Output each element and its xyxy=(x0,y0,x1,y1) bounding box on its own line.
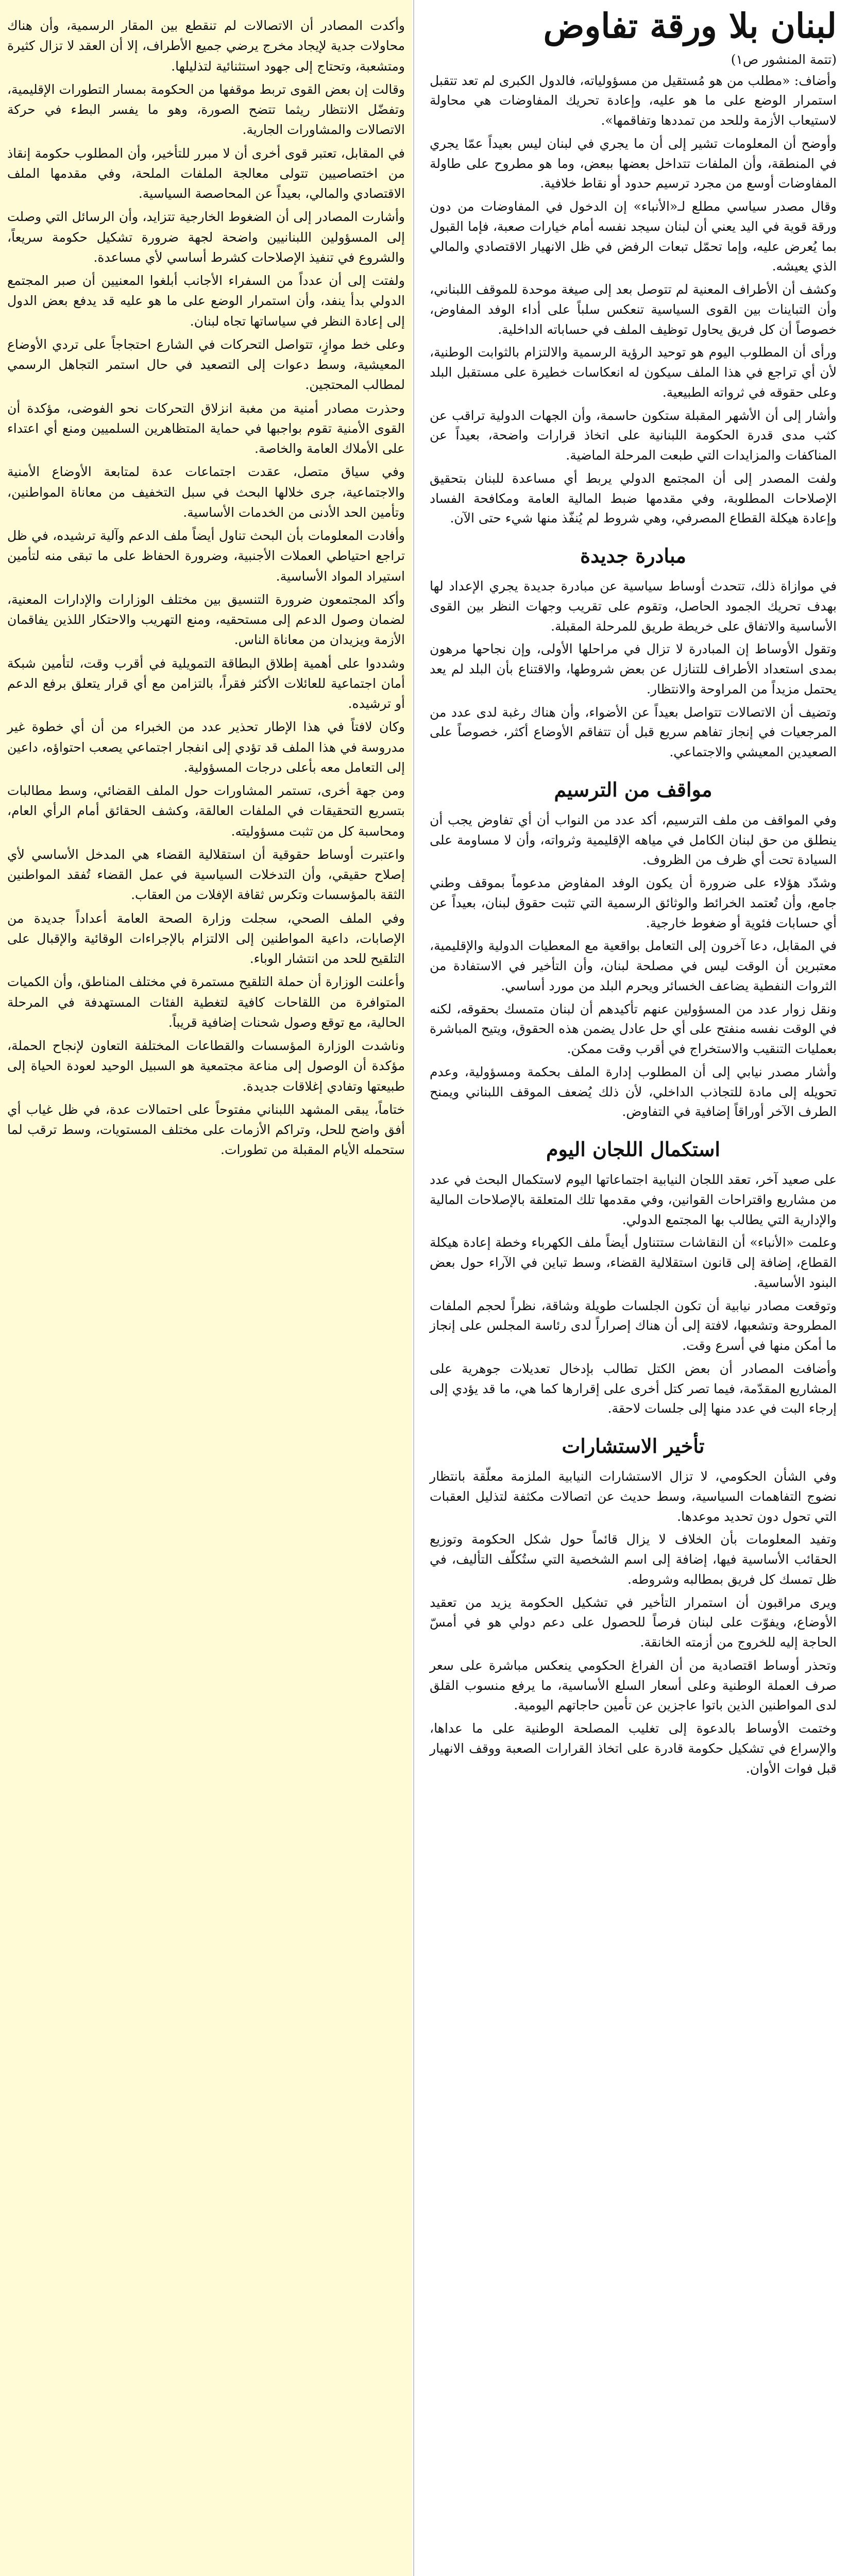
paragraph: وختمت الأوساط بالدعوة إلى تغليب المصلحة الوطنية على ما عداها، والإسراع في تشكيل حكومة قادرة على اتخاذ القرارات الصعبة ووقف الانهيار قبل فوات الأوان. xyxy=(430,1721,837,1776)
column-divider xyxy=(413,0,414,2576)
paragraph: وشدّد هؤلاء على ضرورة أن يكون الوفد المفاوض مدعوماً بموقف وطني جامع، وأن تُعتمد الخرائط والوثائق الرسمية التي تثبت حقوق لبنان، بعيداً عن أي حسابات فئوية أو ضغوط خارجية. xyxy=(430,875,837,930)
paragraph: وأفادت المعلومات بأن البحث تناول أيضاً ملف الدعم وآلية ترشيده، في ظل تراجع احتياطي العملات الأجنبية، وضرورة الحفاظ على ما تبقى منه لتأمين استيراد المواد الأساسية. xyxy=(7,528,405,584)
section-heading: مواقف من الترسيم xyxy=(554,777,713,801)
right-column xyxy=(420,0,848,2576)
paragraph: وكشف أن الأطراف المعنية لم تتوصل بعد إلى صيغة موحدة للموقف اللبناني، وأن التباينات بين القوى السياسية تنعكس سلباً على أداء الوفد المفاوض، خصوصاً أن كل فريق يحاول توظيف الملف في حساباته الداخلية. xyxy=(430,282,837,337)
paragraph: وأكد المجتمعون ضرورة التنسيق بين مختلف الوزارات والإدارات المعنية، لضمان وصول الدعم إلى مستحقيه، ومنع التهريب والاحتكار اللذين يفاقمان الأزمة ويزيدان من معاناة الناس. xyxy=(7,591,405,648)
paragraph: وأكدت المصادر أن الاتصالات لم تنقطع بين المقار الرسمية، وأن هناك محاولات جدية لإيجاد مخرج يرضي جميع الأطراف، إلا أن العقد لا تزال كثيرة ومتشعبة، وتحتاج إلى جهود استثنائية لتذليلها. xyxy=(7,18,405,74)
paragraph: ورأى أن المطلوب اليوم هو توحيد الرؤية الرسمية والالتزام بالثوابت الوطنية، لأن أي تراجع في هذا الملف سيكون له انعكاسات خطيرة على مستقبل البلد وعلى حقوقه في ثرواته الطبيعية. xyxy=(430,345,837,400)
paragraph: وتقول الأوساط إن المبادرة لا تزال في مراحلها الأولى، وإن نجاحها مرهون بمدى استعداد الأطراف للتنازل عن بعض شروطها، والاقتناع بأن البلد لم يعد يحتمل مزيداً من المراوحة والانتظار. xyxy=(430,641,837,697)
left-column xyxy=(0,0,412,2576)
paragraph: وأضافت المصادر أن بعض الكتل تطالب بإدخال تعديلات جوهرية على المشاريع المقدّمة، فيما تصر كتل أخرى على إقرارها كما هي، ما قد يؤدي إلى إرجاء البت في عدد منها إلى جلسات لاحقة. xyxy=(430,1361,837,1416)
paragraph: وحذرت مصادر أمنية من مغبة انزلاق التحركات نحو الفوضى، مؤكدة أن القوى الأمنية تقوم بواجبها في حماية المتظاهرين السلميين ومنع أي اعتداء على الأملاك العامة والخاصة. xyxy=(7,400,405,456)
paragraph: ختاماً، يبقى المشهد اللبناني مفتوحاً على احتمالات عدة، في ظل غياب أي أفق واضح للحل، وتراكم الأزمات على مختلف المستويات، وسط ترقب لما ستحمله الأيام المقبلة من تطورات. xyxy=(7,1101,405,1158)
paragraph: ومن جهة أخرى، تستمر المشاورات حول الملف القضائي، وسط مطالبات بتسريع التحقيقات في الملفات العالقة، وكشف الحقائق أمام الرأي العام، ومحاسبة كل من تثبت مسؤوليته. xyxy=(7,783,405,839)
continuation-note: (تتمة المنشور ص١) xyxy=(731,52,837,67)
paragraph: ولفتت إلى أن عدداً من السفراء الأجانب أبلغوا المعنيين أن صبر المجتمع الدولي بدأ ينفد، وأن استمرار الوضع على ما هو عليه قد يدفع بعض الدول إلى إعادة النظر في سياساتها تجاه لبنان. xyxy=(7,273,405,329)
paragraph: وأوضح أن المعلومات تشير إلى أن ما يجري في لبنان ليس بعيداً عمّا يجري في المنطقة، وأن الملفات تتداخل بعضها ببعض، وما هو مطروح على طاولة المفاوضات أوسع من مجرد ترسيم حدود أو نقاط خلافية. xyxy=(430,135,837,191)
paragraph: وأشار مصدر نيابي إلى أن المطلوب إدارة الملف بحكمة ومسؤولية، وعدم تحويله إلى مادة للتجاذب الداخلي، لأن ذلك يُضعف الموقف اللبناني ويمنح الطرف الآخر أوراقاً إضافية في التفاوض. xyxy=(430,1064,837,1120)
paragraph: وشددوا على أهمية إطلاق البطاقة التمويلية في أقرب وقت، لتأمين شبكة أمان اجتماعية للعائلات الأكثر فقراً، بالتزامن مع أي قرار يتعلق برفع الدعم أو ترشيده. xyxy=(7,655,405,711)
paragraph: ونقل زوار عدد من المسؤولين عنهم تأكيدهم أن لبنان متمسك بحقوقه، لكنه في الوقت نفسه منفتح على أي حل عادل يضمن هذه الحقوق، ويتيح المباشرة بعمليات التنقيب والاستخراج في أقرب وقت ممكن. xyxy=(430,1001,837,1057)
section-heading: مبادرة جديدة xyxy=(580,544,686,568)
paragraph: وفي المواقف من ملف الترسيم، أكد عدد من النواب أن أي تفاوض يجب أن ينطلق من حق لبنان الكامل في مياهه الإقليمية وثرواته، وأن لا مساومة على السيادة تحت أي ظرف من الظروف. xyxy=(430,812,837,868)
paragraph: وتفيد المعلومات بأن الخلاف لا يزال قائماً حول شكل الحكومة وتوزيع الحقائب الأساسية فيها، إضافة إلى اسم الشخصية التي ستُكلّف التأليف، في ظل تمسك كل فريق بمطالبه وشروطه. xyxy=(430,1532,837,1587)
paragraph: وتحذر أوساط اقتصادية من أن الفراغ الحكومي ينعكس مباشرة على سعر صرف العملة الوطنية وعلى أسعار السلع الأساسية، ما يرفع منسوب القلق لدى المواطنين الذين باتوا عاجزين عن تأمين حاجاتهم اليومية. xyxy=(430,1657,837,1713)
paragraph: ولفت المصدر إلى أن المجتمع الدولي يربط أي مساعدة للبنان بتحقيق الإصلاحات المطلوبة، وفي مقدمها ضبط المالية العامة ومكافحة الفساد وإعادة هيكلة القطاع المصرفي، وهي شروط لم يُنفّذ منها شيء حتى الآن. xyxy=(430,470,837,526)
paragraph: وفي الملف الصحي، سجلت وزارة الصحة العامة أعداداً جديدة من الإصابات، داعية المواطنين إلى الالتزام بالإجراءات الوقائية والإقبال على التلقيح للحد من انتشار الوباء. xyxy=(7,910,405,966)
paragraph: واعتبرت أوساط حقوقية أن استقلالية القضاء هي المدخل الأساسي لأي إصلاح حقيقي، وأن التدخلات السياسية في عمل القضاء تُفقد المواطنين الثقة بالمؤسسات وتكرس ثقافة الإفلات من العقاب. xyxy=(7,846,405,903)
paragraph: وفي سياق متصل، عقدت اجتماعات عدة لمتابعة الأوضاع الأمنية والاجتماعية، جرى خلالها البحث في سبل التخفيف من معاناة المواطنين، وتأمين الحد الأدنى من الخدمات الأساسية. xyxy=(7,464,405,520)
paragraph: وتوقعت مصادر نيابية أن تكون الجلسات طويلة وشاقة، نظراً لحجم الملفات المطروحة وتشعبها، لافتة إلى أن هناك إصراراً لدى رئاسة المجلس على إنجاز ما أمكن منها في أسرع وقت. xyxy=(430,1298,837,1353)
paragraph: وكان لافتاً في هذا الإطار تحذير عدد من الخبراء من أن أي خطوة غير مدروسة في هذا الملف قد تؤدي إلى انفجار اجتماعي يصعب احتواؤه، داعين إلى التعامل معه بأعلى درجات المسؤولية. xyxy=(7,719,405,775)
paragraph: وعلى خط موازٍ، تتواصل التحركات في الشارع احتجاجاً على تردي الأوضاع المعيشية، وسط دعوات إلى التصعيد في حال استمر التجاهل الرسمي لمطالب المحتجين. xyxy=(7,336,405,393)
paragraph: ويرى مراقبون أن استمرار التأخير في تشكيل الحكومة يزيد من تعقيد الأوضاع، ويفوّت على لبنان فرصاً للحصول على دعم دولي هو في أمسّ الحاجة إليه للخروج من أزمته الخانقة. xyxy=(430,1595,837,1650)
paragraph: وفي الشأن الحكومي، لا تزال الاستشارات النيابية الملزمة معلّقة بانتظار نضوج التفاهمات السياسية، وسط حديث عن اتصالات مكثفة لتذليل العقبات التي تحول دون تحديد موعدها. xyxy=(430,1469,837,1524)
paragraph: وأعلنت الوزارة أن حملة التلقيح مستمرة في مختلف المناطق، وأن الكميات المتوافرة من اللقاحات كافية لتغطية الفئات المستهدفة في المرحلة الحالية، مع توقع وصول شحنات إضافية قريباً. xyxy=(7,974,405,1030)
right-intro-body xyxy=(430,71,837,529)
paragraph: وأشار إلى أن الأشهر المقبلة ستكون حاسمة، وأن الجهات الدولية تراقب عن كثب مدى قدرة الحكومة اللبنانية على اتخاذ قرارات واضحة، بعيداً عن المناكفات والمزايدات التي طبعت المرحلة الماضية. xyxy=(430,408,837,463)
paragraph: على صعيد آخر، تعقد اللجان النيابية اجتماعاتها اليوم لاستكمال البحث في عدد من مشاريع واقتراحات القوانين، وفي مقدمها تلك المتعلقة بالإصلاحات المالية والإدارية التي يطالب بها المجتمع الدولي. xyxy=(430,1172,837,1227)
section-heading: استكمال اللجان اليوم xyxy=(546,1138,720,1161)
section-heading: تأخير الاستشارات xyxy=(562,1434,705,1458)
paragraph: وقالت إن بعض القوى تربط موقفها من الحكومة بمسار التطورات الإقليمية، وتفضّل الانتظار ريثما تتضح الصورة، وهو ما يفسر البطء في حركة الاتصالات والمشاورات الجارية. xyxy=(7,81,405,138)
paragraph: وتضيف أن الاتصالات تتواصل بعيداً عن الأضواء، وأن هناك رغبة لدى عدد من المرجعيات في إنجاز تفاهم سريع قبل أن تتفاقم الأوضاع أكثر، خصوصاً على الصعيدين المعيشي والاجتماعي. xyxy=(430,704,837,760)
paragraph: وأضاف: «مطلب من هو مُستقيل من مسؤولياته، فالدول الكبرى لم تعد تتقبل استمرار الوضع على ما هو عليه، وإعادة تحريك المفاوضات هي محاولة لاستيعاب الأزمة وللحد من تمددها وتفاقمها». xyxy=(430,73,837,128)
paragraph: وعلمت «الأنباء» أن النقاشات ستتناول أيضاً ملف الكهرباء وخطة إعادة هيكلة القطاع، إضافة إلى قانون استقلالية القضاء، وسط تباين في الآراء حول بعض البنود الأساسية. xyxy=(430,1235,837,1290)
paragraph: وناشدت الوزارة المؤسسات والقطاعات المختلفة التعاون لإنجاح الحملة، مؤكدة أن الوصول إلى مناعة مجتمعية هو السبيل الوحيد لعودة الحياة إلى طبيعتها وتفادي إغلاقات جديدة. xyxy=(7,1038,405,1094)
article-title: لبنان بلا ورقة تفاوض xyxy=(543,6,837,46)
paragraph: في المقابل، تعتبر قوى أخرى أن لا مبرر للتأخير، وأن المطلوب حكومة إنقاذ من اختصاصيين تتولى معالجة الملفات الملحة، وفي مقدمها الملف الاقتصادي والمالي، بعيداً عن المحاصصة السياسية. xyxy=(7,145,405,201)
paragraph: في موازاة ذلك، تتحدث أوساط سياسية عن مبادرة جديدة يجري الإعداد لها بهدف تحريك الجمود الحاصل، وتقوم على تقريب وجهات النظر بين القوى الأساسية والاتفاق على خريطة طريق للمرحلة المقبلة. xyxy=(430,579,837,634)
paragraph: وأشارت المصادر إلى أن الضغوط الخارجية تتزايد، وأن الرسائل التي وصلت إلى المسؤولين اللبنانيين واضحة لجهة ضرورة تشكيل حكومة سريعاً، والشروع في تنفيذ الإصلاحات كشرط أساسي لأي مساعدة. xyxy=(7,209,405,265)
paragraph: وقال مصدر سياسي مطلع لـ«الأنباء» إن الدخول في المفاوضات من دون ورقة قوية في اليد يعني أن لبنان سيجد نفسه أمام خيارات صعبة، فإما القبول بما يُعرض عليه، وإما تحمّل تبعات الرفض في ظل الانهيار الاقتصادي والمالي الذي يعيشه. xyxy=(430,199,837,274)
paragraph: في المقابل، دعا آخرون إلى التعامل بواقعية مع المعطيات الدولية والإقليمية، معتبرين أن الوقت ليس في مصلحة لبنان، وأن التأخير في الاستفادة من الثروات النفطية يضاعف الخسائر ويحرم البلد من مورد أساسي. xyxy=(430,938,837,993)
